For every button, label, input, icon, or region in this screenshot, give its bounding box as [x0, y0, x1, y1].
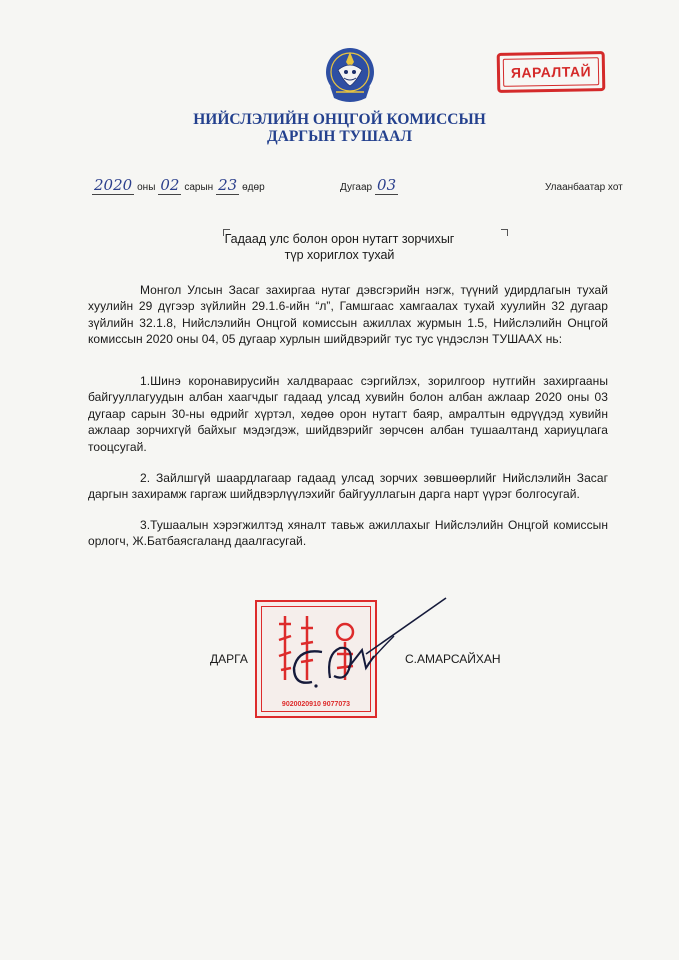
document-meta [0, 176, 679, 200]
signature-block [0, 590, 679, 730]
seal-registration-number: 9020020910 9077073 [281, 701, 351, 708]
year-label: оны [137, 182, 156, 193]
signatory-title: ДАРГА [210, 652, 248, 666]
year-value: 2020 [94, 176, 133, 194]
state-emblem-icon [322, 42, 378, 106]
number-value: 03 [377, 176, 397, 194]
order-item-2: 2. Зайлшгүй шаардлагаар гадаад улсад зорчих зөвшөөрлийг Нийслэлийн Засаг даргын захирамж гаргаж шийдвэрлүүлэхийг байгууллагын дарга нарт үүрэг болгосугай. [88, 471, 608, 502]
preamble-paragraph: Монгол Улсын Засаг захиргаа нутаг дэвсгэрийн нэгж, түүний удирдлагын тухай хуулийн 29 дүгээр зүйлийн 29.1.6-ийн “л”, Гамшгаас хамгаалах тухай хуулийн 32 дугаар зүйлийн 32.1.8, Нийслэлийн Онцгой комиссын ажиллах журмын 1.5, Нийслэлийн Онцгой комиссын 2020 оны 04, 05 дугаар хурлын шийдвэрийг тус тус үндэслэн ТУШААХ нь: [88, 283, 608, 347]
order-item-1: 1.Шинэ коронавирусийн халдвараас сэргийлэх, зорилгоор нутгийн захиргааны байгууллагуудын албан хаагчдыг гадаад улсад хувийн болон албан ажлаар 2020 оны 03 дугаар сарын 30-ны өдрийг хүртэл, хөдөө орон нутагт баяр, амралтын өдрүүдэд хувийн ажлаар зорчихгүй байхыг мэдэгдэж, шийдвэрийг зөрчсөн албан тушаалтанд хариуцлага тооцсугай. [88, 374, 608, 454]
city-label: Улаанбаатар хот [545, 182, 623, 193]
signatory-name: С.АМАРСАЙХАН [405, 652, 501, 666]
day-value: 23 [218, 176, 238, 194]
month-label: сарын [184, 182, 214, 193]
subject [0, 231, 679, 263]
order-item-3: 3.Тушаалын хэрэгжилтэд хяналт тавьж ажиллахыг Нийслэлийн Онцгой комиссын орлогч, Ж.Батбаясгаланд даалгасугай. [88, 518, 608, 549]
month-value: 02 [160, 176, 180, 194]
subject-line-1: Гадаад улс болон орон нутагт зорчихыг [224, 232, 455, 246]
handwritten-signature-icon [270, 590, 450, 700]
day-label: өдөр [242, 182, 265, 193]
issuer-title: НИЙСЛЭЛИЙН ОНЦГОЙ КОМИССЫН [193, 111, 486, 128]
urgent-stamp: ЯАРАЛТАЙ [497, 51, 606, 93]
number-line [340, 176, 398, 194]
document-type-title: ДАРГЫН ТУШААЛ [266, 128, 412, 145]
date-line [92, 176, 265, 194]
number-label: Дугаар [340, 182, 373, 193]
subject-line-2: түр хориглох тухай [284, 248, 395, 262]
